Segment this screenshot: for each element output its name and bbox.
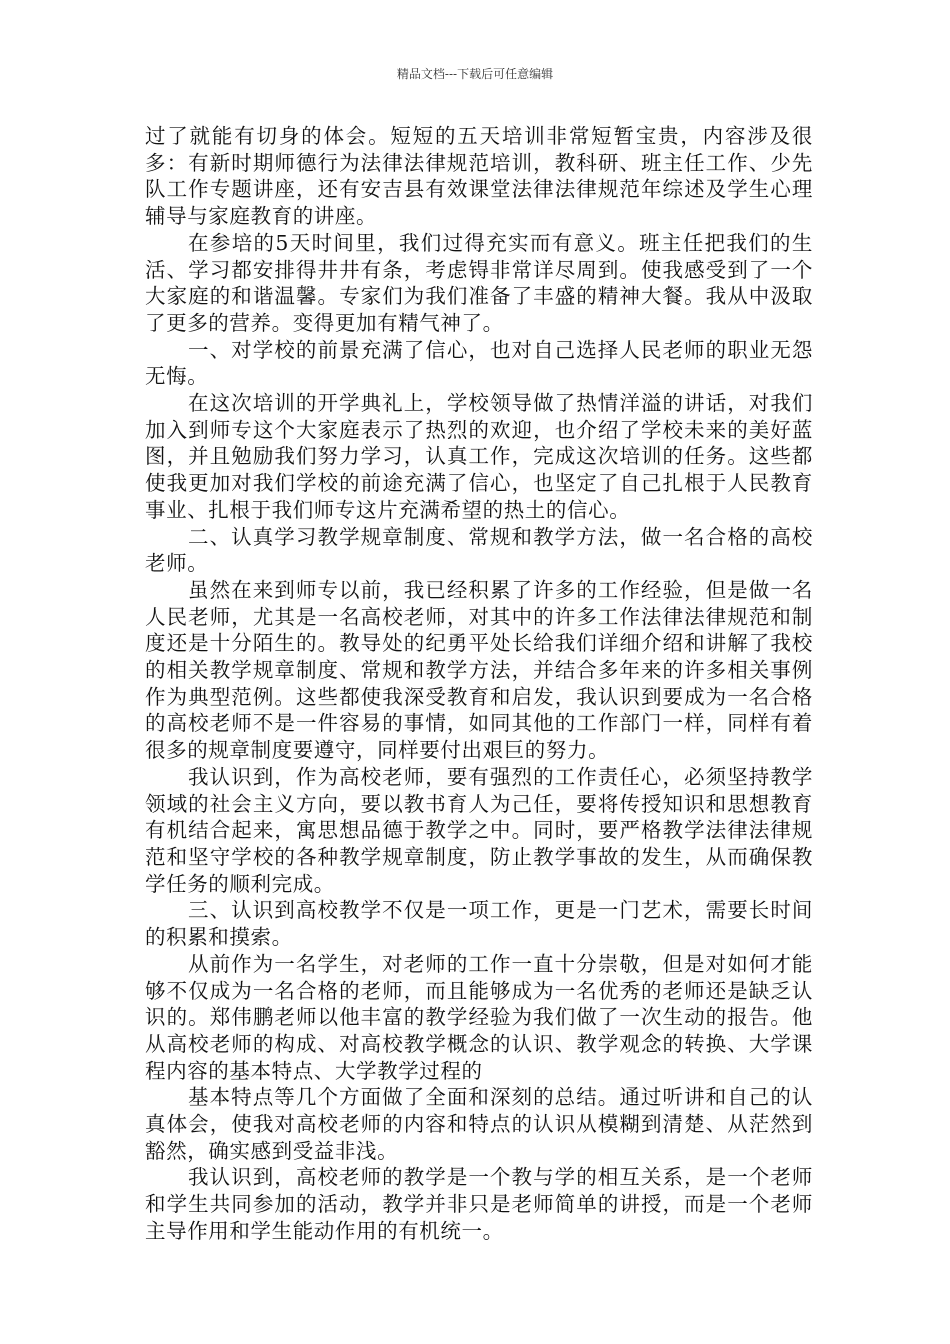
paragraph: 在这次培训的开学典礼上，学校领导做了热情洋溢的讲话，对我们加入到师专这个大家庭表示了热烈的欢迎，也介绍了学校未来的美好蓝图，并且勉励我们努力学习，认真工作，完成这次培训的任务。这些都使我更加对我们学校的前途充满了信心，也坚定了自己扎根于人民教育事业、扎根于我们师专这片充满希望的热土的信心。 xyxy=(145,391,813,522)
paragraph: 我认识到，高校老师的教学是一个教与学的相互关系，是一个老师和学生共同参加的活动，教学并非只是老师简单的讲授，而是一个老师主导作用和学生能动作用的有机统一。 xyxy=(145,1165,813,1243)
paragraph: 从前作为一名学生，对老师的工作一直十分崇敬，但是对如何才能够不仅成为一名合格的老师，而且能够成为一名优秀的老师还是缺乏认识的。郑伟鹏老师以他丰富的教学经验为我们做了一次生动的报告。他从高校老师的构成、对高校教学概念的认识、教学观念的转换、大学课程内容的基本特点、大学教学过程的 xyxy=(145,951,813,1083)
section-heading: 三、认识到高校教学不仅是一项工作，更是一门艺术，需要长时间的积累和摸索。 xyxy=(145,898,813,950)
page-header: 精品文档---下载后可任意编辑 xyxy=(396,67,554,81)
document-body xyxy=(145,123,813,1245)
paragraph: 我认识到，作为高校老师，要有强烈的工作责任心，必须坚持教学领域的社会主义方向，要以教书育人为己任，要将传授知识和思想教育有机结合起来，寓思想品德于教学之中。同时，要严格教学法律法律规范和坚守学校的各种教学规章制度，防止教学事故的发生，从而确保教学任务的顺利完成。 xyxy=(145,764,813,896)
paragraph: 在参培的5天时间里，我们过得充实而有意义。班主任把我们的生活、学习都安排得井井有条，考虑锝非常详尽周到。使我感受到了一个大家庭的和谐温馨。专家们为我们准备了丰盛的精神大餐。我从中汲取了更多的营养。变得更加有精气神了。 xyxy=(145,230,813,335)
paragraph: 基本特点等几个方面做了全面和深刻的总结。通过听讲和自己的认真体会，使我对高校老师的内容和特点的认识从模糊到清楚、从茫然到豁然，确实感到受益非浅。 xyxy=(145,1085,813,1163)
section-heading: 二、认真学习教学规章制度、常规和教学方法，做一名合格的高校老师。 xyxy=(145,524,813,576)
paragraph: 过了就能有切身的体会。短短的五天培训非常短暂宝贵，内容涉及很多：有新时期师德行为法律法律规范培训，教科研、班主任工作、少先队工作专题讲座，还有安吉县有效课堂法律法律规范年综述及学生心理辅导与家庭教育的讲座。 xyxy=(145,124,813,229)
paragraph: 虽然在来到师专以前，我已经积累了许多的工作经验，但是做一名人民老师，尤其是一名高校老师，对其中的许多工作法律法律规范和制度还是十分陌生的。教导处的纪勇平处长给我们详细介绍和讲解了我校的相关教学规章制度、常规和教学方法，并结合多年来的许多相关事例作为典型范例。这些都使我深受教育和启发，我认识到要成为一名合格的高校老师不是一件容易的事情，如同其他的工作部门一样，同样有着很多的规章制度要遵守，同样要付出艰巨的努力。 xyxy=(145,577,813,763)
section-heading: 一、对学校的前景充满了信心，也对自己选择人民老师的职业无怨无悔。 xyxy=(145,337,813,389)
